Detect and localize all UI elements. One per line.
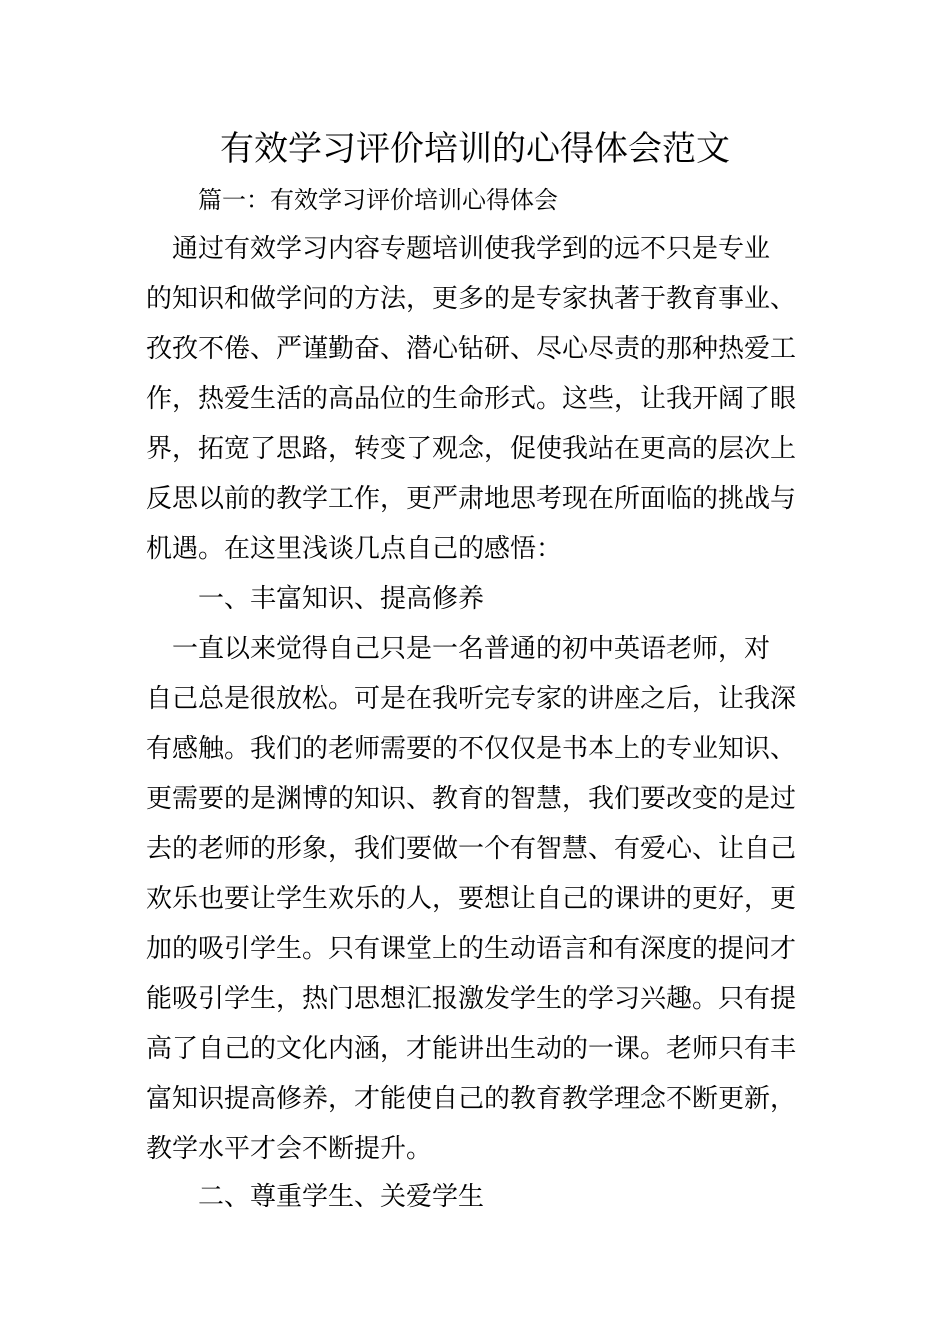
section-heading-1: 一、丰富知识、提高修养 <box>198 584 485 614</box>
paragraph-line: 欢乐也要让学生欢乐的人，要想让自己的课讲的更好，更 <box>146 884 797 914</box>
paragraph-line: 有感触。我们的老师需要的不仅仅是书本上的专业知识、 <box>146 734 797 764</box>
section-heading-2: 二、尊重学生、关爱学生 <box>198 1182 485 1212</box>
paragraph-line: 反思以前的教学工作，更严肃地思考现在所面临的挑战与 <box>146 484 797 514</box>
paragraph-2 <box>146 624 810 1174</box>
paragraph-line: 能吸引学生，热门思想汇报激发学生的学习兴趣。只有提 <box>146 984 797 1014</box>
paragraph-line: 加的吸引学生。只有课堂上的生动语言和有深度的提问才 <box>146 934 797 964</box>
paragraph-line: 高了自己的文化内涵，才能讲出生动的一课。老师只有丰 <box>146 1034 797 1064</box>
paragraph-line: 一直以来觉得自己只是一名普通的初中英语老师，对 <box>172 634 771 664</box>
document-subtitle: 篇一：有效学习评价培训心得体会 <box>198 186 558 214</box>
paragraph-line: 富知识提高修养，才能使自己的教育教学理念不断更新， <box>146 1084 797 1114</box>
paragraph-line: 自己总是很放松。可是在我听完专家的讲座之后，让我深 <box>146 684 797 714</box>
document-title: 有效学习评价培训的心得体会范文 <box>220 129 730 169</box>
paragraph-line: 教学水平才会不断提升。 <box>146 1134 433 1164</box>
paragraph-1 <box>146 224 810 574</box>
paragraph-line: 作，热爱生活的高品位的生命形式。这些，让我开阔了眼 <box>146 384 797 414</box>
paragraph-line: 通过有效学习内容专题培训使我学到的远不只是专业 <box>172 234 771 264</box>
paragraph-line: 的知识和做学问的方法，更多的是专家执著于教育事业、 <box>146 284 797 314</box>
paragraph-line: 孜孜不倦、严谨勤奋、潜心钻研、尽心尽责的那种热爱工 <box>146 334 797 364</box>
paragraph-line: 界，拓宽了思路，转变了观念，促使我站在更高的层次上 <box>146 434 797 464</box>
paragraph-line: 机遇。在这里浅谈几点自己的感悟： <box>146 534 563 564</box>
paragraph-line: 更需要的是渊博的知识、教育的智慧，我们要改变的是过 <box>146 784 797 814</box>
paragraph-line: 去的老师的形象，我们要做一个有智慧、有爱心、让自己 <box>146 834 797 864</box>
